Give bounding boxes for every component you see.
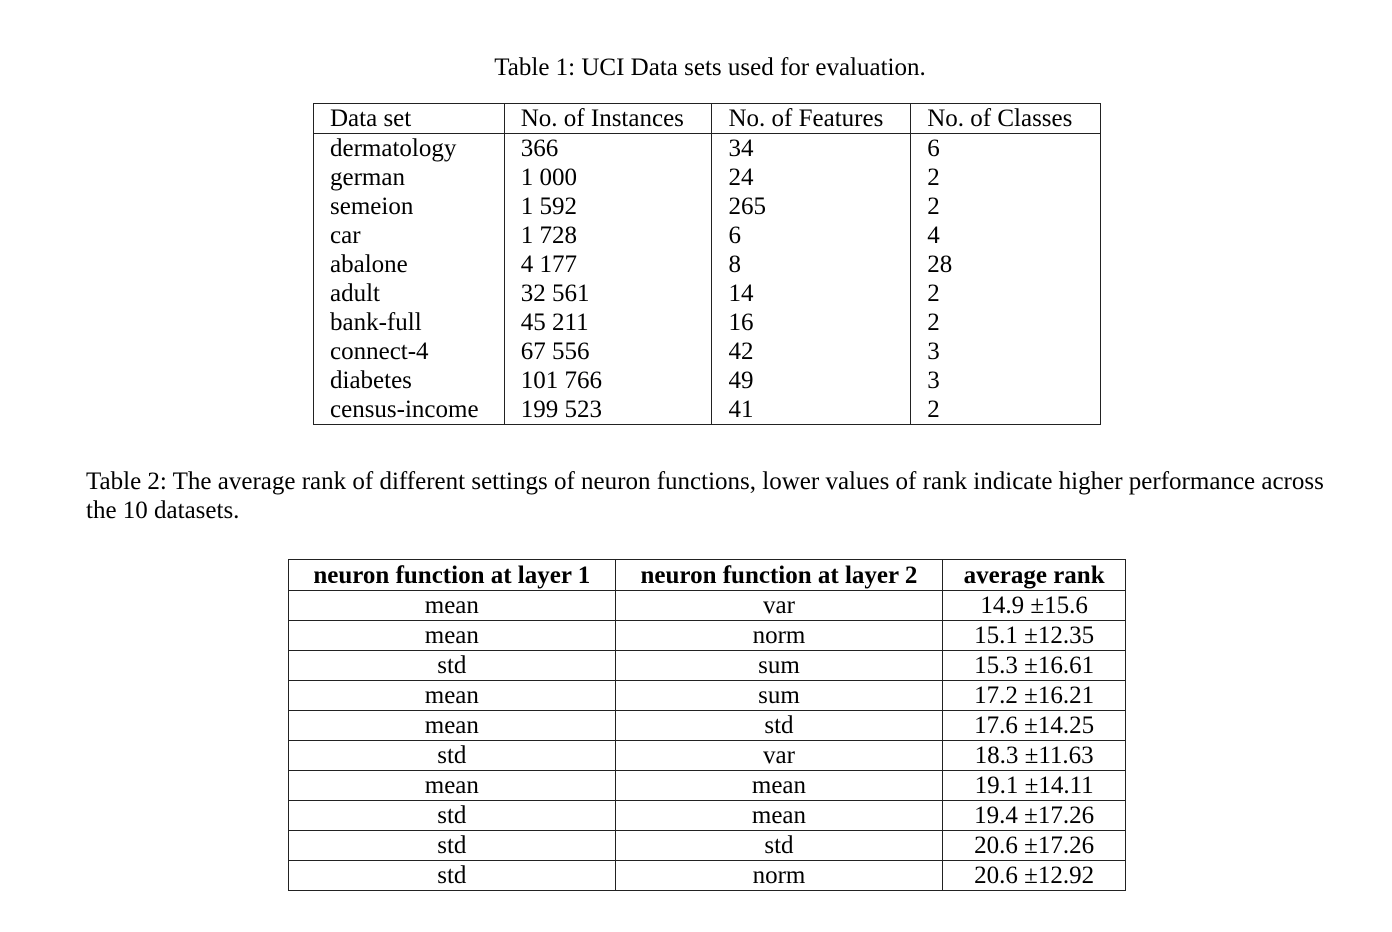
table1-header-row [314, 104, 1101, 134]
table1-row [314, 163, 1101, 192]
table2-cell: norm [615, 621, 943, 651]
table1-cell: 4 177 [504, 250, 712, 279]
table1-cell: 2 [911, 308, 1101, 337]
table1-cell: 2 [911, 163, 1101, 192]
table1 [313, 103, 1101, 425]
table1-row [314, 337, 1101, 366]
table1-cell: car [330, 222, 361, 249]
table2-cell: std [289, 741, 616, 771]
table2-cell: mean [615, 771, 943, 801]
table1-cell: 6 [911, 134, 1101, 164]
table2-cell: 14.9 ±15.6 [943, 591, 1126, 621]
table2-cell: std [289, 861, 616, 891]
table2-cell: 18.3 ±11.63 [943, 741, 1126, 771]
table1-row [314, 221, 1101, 250]
table2-cell: 20.6 ±12.92 [943, 861, 1126, 891]
table2-row [289, 741, 1126, 771]
table2-cell: mean [615, 801, 943, 831]
table1-cell: semeion [330, 193, 414, 220]
table1-cell: 2 [911, 279, 1101, 308]
table2-row [289, 651, 1126, 681]
table2-cell: sum [615, 651, 943, 681]
table2 [288, 559, 1126, 891]
table2-header-cell: neuron function at layer 1 [289, 560, 616, 591]
table1-row [314, 308, 1101, 337]
table1-cell: 366 [504, 134, 712, 164]
table1-row [314, 134, 1101, 164]
table1-cell: 67 556 [504, 337, 712, 366]
table1-cell: 265 [712, 192, 911, 221]
table2-cell: std [289, 831, 616, 861]
table1-row [314, 366, 1101, 395]
table1-cell: 41 [712, 395, 911, 425]
table1-cell: abalone [330, 251, 408, 278]
table2-cell: 15.3 ±16.61 [943, 651, 1126, 681]
table1-cell: 16 [712, 308, 911, 337]
table2-cell: mean [289, 681, 616, 711]
table1-cell: census-income [330, 396, 479, 423]
table2-row [289, 681, 1126, 711]
table1-row [314, 279, 1101, 308]
table2-header-row [289, 560, 1126, 591]
table2-header-cell: average rank [943, 560, 1126, 591]
table1-cell: 45 211 [504, 308, 712, 337]
table2-cell: 19.4 ±17.26 [943, 801, 1126, 831]
table1-cell: adult [330, 280, 380, 307]
table1-cell: german [330, 164, 405, 191]
table2-header-cell: neuron function at layer 2 [615, 560, 943, 591]
table2-row [289, 861, 1126, 891]
table2-cell: std [615, 711, 943, 741]
table1-cell: 42 [712, 337, 911, 366]
table1-cell: 6 [712, 221, 911, 250]
table1-cell: 101 766 [504, 366, 712, 395]
table1-row [314, 192, 1101, 221]
table1-cell: 32 561 [504, 279, 712, 308]
table1-cell: 8 [712, 250, 911, 279]
table2-cell: 15.1 ±12.35 [943, 621, 1126, 651]
table2-cell: mean [289, 711, 616, 741]
table1-header-cell: No. of Classes [911, 104, 1101, 134]
table1-cell: 199 523 [504, 395, 712, 425]
table1-cell: 2 [911, 192, 1101, 221]
table1-cell: 14 [712, 279, 911, 308]
table2-cell: var [615, 741, 943, 771]
table1-header-cell: No. of Instances [504, 104, 712, 134]
table1-cell: 1 000 [504, 163, 712, 192]
table1-row [314, 395, 1101, 425]
table1-row [314, 250, 1101, 279]
table2-cell: 19.1 ±14.11 [943, 771, 1126, 801]
table1-caption: Table 1: UCI Data sets used for evaluation. [494, 54, 926, 81]
table2-row [289, 771, 1126, 801]
table1-cell: 34 [712, 134, 911, 164]
table2-cell: mean [289, 591, 616, 621]
table1-cell: 49 [712, 366, 911, 395]
table2-cell: std [289, 651, 616, 681]
table1-header-cell: Data set [314, 104, 505, 134]
table2-cell: std [615, 831, 943, 861]
table1-cell: 28 [911, 250, 1101, 279]
table1-cell: 1 592 [504, 192, 712, 221]
table2-cell: sum [615, 681, 943, 711]
table2-cell: mean [289, 771, 616, 801]
table1-cell: 24 [712, 163, 911, 192]
table2-row [289, 831, 1126, 861]
table1-cell: dermatology [330, 135, 457, 162]
table2-row [289, 801, 1126, 831]
table1-cell: bank-full [330, 309, 422, 336]
table2-cell: var [615, 591, 943, 621]
table1-cell: connect-4 [330, 338, 429, 365]
table1-cell: 1 728 [504, 221, 712, 250]
table2-cell: 17.6 ±14.25 [943, 711, 1126, 741]
table2-cell: 20.6 ±17.26 [943, 831, 1126, 861]
table1-cell: 2 [911, 395, 1101, 425]
table2-cell: mean [289, 621, 616, 651]
table2-caption: Table 2: The average rank of different settings of neuron functions, lower values of rank indicate higher performance across the 10 datasets. [86, 468, 1324, 524]
table2-row [289, 621, 1126, 651]
table2-row [289, 591, 1126, 621]
table2-cell: 17.2 ±16.21 [943, 681, 1126, 711]
table2-row [289, 711, 1126, 741]
table2-body [289, 591, 1126, 891]
table1-cell: diabetes [330, 367, 412, 394]
table1-cell: 3 [911, 337, 1101, 366]
table2-cell: std [289, 801, 616, 831]
table1-header-cell: No. of Features [712, 104, 911, 134]
table2-cell: norm [615, 861, 943, 891]
table1-body [314, 134, 1101, 425]
table1-cell: 3 [911, 366, 1101, 395]
table1-cell: 4 [911, 221, 1101, 250]
